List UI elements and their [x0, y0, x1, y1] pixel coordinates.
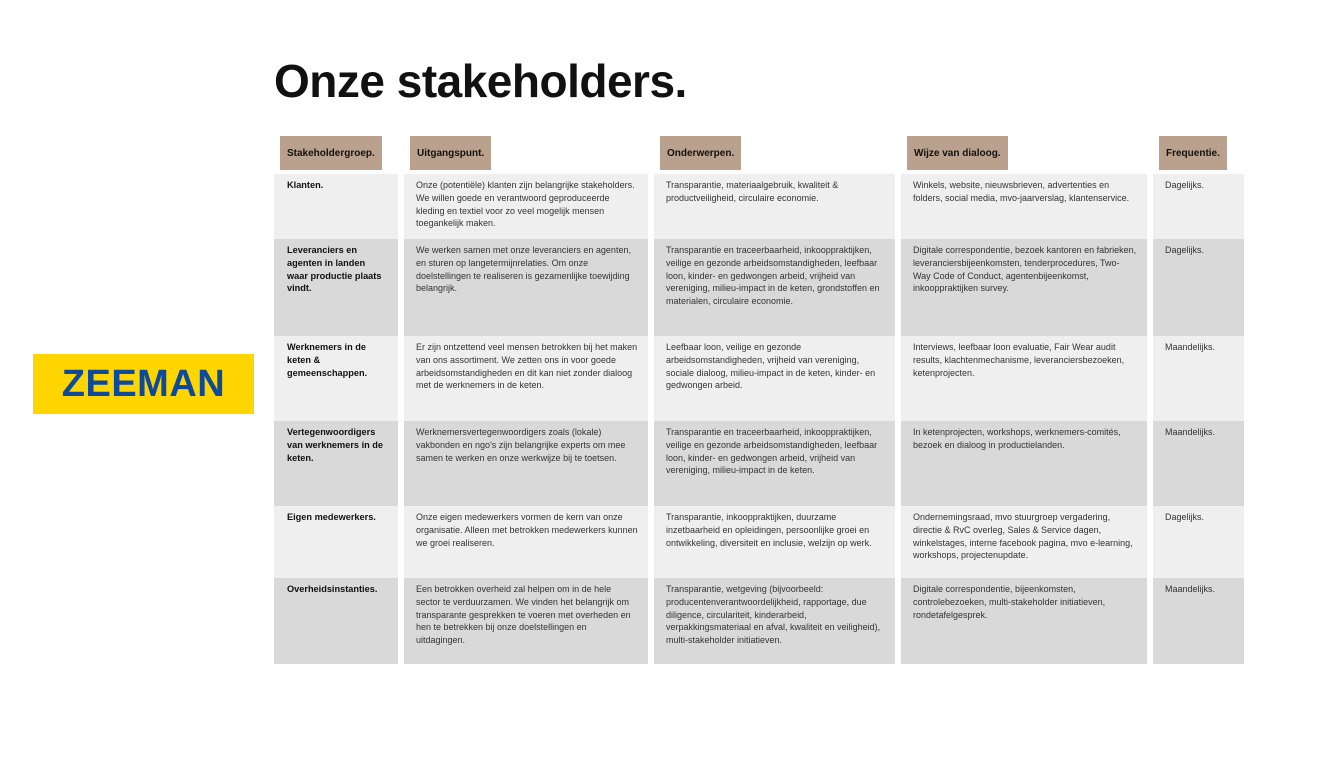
header-label: Stakeholdergroep.	[280, 136, 382, 170]
stakeholder-table	[274, 134, 1243, 664]
dialoog-cell: Digitale correspondentie, bezoek kantoren en fabrieken, leveranciersbijeenkomsten, tenderprocedures, Two-Way Code of Conduct, agentenbijeenkomst, inkooppraktijken survey.	[901, 239, 1147, 336]
stakeholder-group: Overheidsinstanties.	[274, 578, 398, 664]
header-label: Onderwerpen.	[660, 136, 741, 170]
frequentie-cell: Maandelijks.	[1153, 336, 1244, 421]
header-cell-stakeholdergroep	[274, 134, 398, 174]
dialoog-cell: Winkels, website, nieuwsbrieven, advertenties en folders, social media, mvo-jaarverslag, klantenservice.	[901, 174, 1147, 239]
stakeholder-group: Eigen medewerkers.	[274, 506, 398, 578]
uitgangspunt-cell: Onze eigen medewerkers vormen de kern van onze organisatie. Alleen met betrokken medewerkers kunnen we groei realiseren.	[404, 506, 648, 578]
uitgangspunt-cell: Er zijn ontzettend veel mensen betrokken bij het maken van ons assortiment. We zetten ons in voor goede arbeidsomstandigheden en dit kan niet zonder dialoog met de werknemers in de keten.	[404, 336, 648, 421]
onderwerpen-cell: Transparantie, materiaalgebruik, kwaliteit & productveiligheid, circulaire economie.	[654, 174, 895, 239]
frequentie-cell: Dagelijks.	[1153, 239, 1244, 336]
onderwerpen-cell: Transparantie en traceerbaarheid, inkooppraktijken, veilige en gezonde arbeidsomstandigheden, leefbaar loon, kinder- en gedwongen arbeid, vrijheid van vereniging, milieu-impact in de keten.	[654, 421, 895, 506]
header-cell-dialoog	[901, 134, 1147, 174]
uitgangspunt-cell: Werknemersvertegenwoordigers zoals (lokale) vakbonden en ngo's zijn belangrijke experts om mee samen te werken en onze werkwijze bij te toetsen.	[404, 421, 648, 506]
stakeholder-group: Vertegenwoordigers van werknemers in de keten.	[274, 421, 398, 506]
frequentie-cell: Dagelijks.	[1153, 506, 1244, 578]
header-label: Uitgangspunt.	[410, 136, 491, 170]
zeeman-logo	[33, 354, 254, 414]
stakeholder-group: Klanten.	[274, 174, 398, 239]
uitgangspunt-cell: Een betrokken overheid zal helpen om in de hele sector te verduurzamen. We vinden het belangrijk om transparante gesprekken te voeren met overheden en hen te betrekken bij onze doelstellingen en uitdagingen.	[404, 578, 648, 664]
stakeholder-group: Werknemers in de keten & gemeenschappen.	[274, 336, 398, 421]
uitgangspunt-cell: We werken samen met onze leveranciers en agenten, en sturen op langetermijnrelaties. Om onze doelstellingen te realiseren is gezamenlijke toewijding belangrijk.	[404, 239, 648, 336]
frequentie-cell: Dagelijks.	[1153, 174, 1244, 239]
logo-text: ZEEMAN	[61, 362, 226, 405]
onderwerpen-cell: Leefbaar loon, veilige en gezonde arbeidsomstandigheden, vrijheid van vereniging, sociale dialoog, milieu-impact in de keten, kinder- en gedwongen arbeid.	[654, 336, 895, 421]
header-cell-onderwerpen	[654, 134, 895, 174]
dialoog-cell: Ondernemingsraad, mvo stuurgroep vergadering, directie & RvC overleg, Sales & Service dagen, winkelstages, interne facebook pagina, mvo e-learning, workshops, projectenupdate.	[901, 506, 1147, 578]
header-cell-frequentie	[1153, 134, 1244, 174]
frequentie-cell: Maandelijks.	[1153, 421, 1244, 506]
uitgangspunt-cell: Onze (potentiële) klanten zijn belangrijke stakeholders. We willen goede en verantwoord geproduceerde kleding en textiel voor zo veel mogelijk mensen toegankelijk maken.	[404, 174, 648, 239]
header-cell-uitgangspunt	[404, 134, 648, 174]
onderwerpen-cell: Transparantie en traceerbaarheid, inkooppraktijken, veilige en gezonde arbeidsomstandigheden, leefbaar loon, kinder- en gedwongen arbeid, vrijheid van vereniging, milieu-impact in de keten, grondstoffen en materialen, circulaire economie.	[654, 239, 895, 336]
header-label: Wijze van dialoog.	[907, 136, 1008, 170]
onderwerpen-cell: Transparantie, wetgeving (bijvoorbeeld: producentenverantwoordelijkheid, rapportage, due diligence, circulariteit, kinderarbeid, verpakkingsmateriaal en afval, kwaliteit en veiligheid), multi-stakeholder initiatieven.	[654, 578, 895, 664]
dialoog-cell: Digitale correspondentie, bijeenkomsten, controlebezoeken, multi-stakeholder initiatieven, rondetafelgesprek.	[901, 578, 1147, 664]
dialoog-cell: Interviews, leefbaar loon evaluatie, Fair Wear audit results, klachtenmechanisme, leveranciersbezoeken, ketenprojecten.	[901, 336, 1147, 421]
stakeholder-group: Leveranciers en agenten in landen waar productie plaats vindt.	[274, 239, 398, 336]
header-label: Frequentie.	[1159, 136, 1227, 170]
frequentie-cell: Maandelijks.	[1153, 578, 1244, 664]
dialoog-cell: In ketenprojecten, workshops, werknemers-comités, bezoek en dialoog in productielanden.	[901, 421, 1147, 506]
page-title: Onze stakeholders.	[274, 55, 687, 107]
onderwerpen-cell: Transparantie, inkooppraktijken, duurzame inzetbaarheid en opleidingen, persoonlijke groei en ontwikkeling, diversiteit en inclusie, welzijn op werk.	[654, 506, 895, 578]
